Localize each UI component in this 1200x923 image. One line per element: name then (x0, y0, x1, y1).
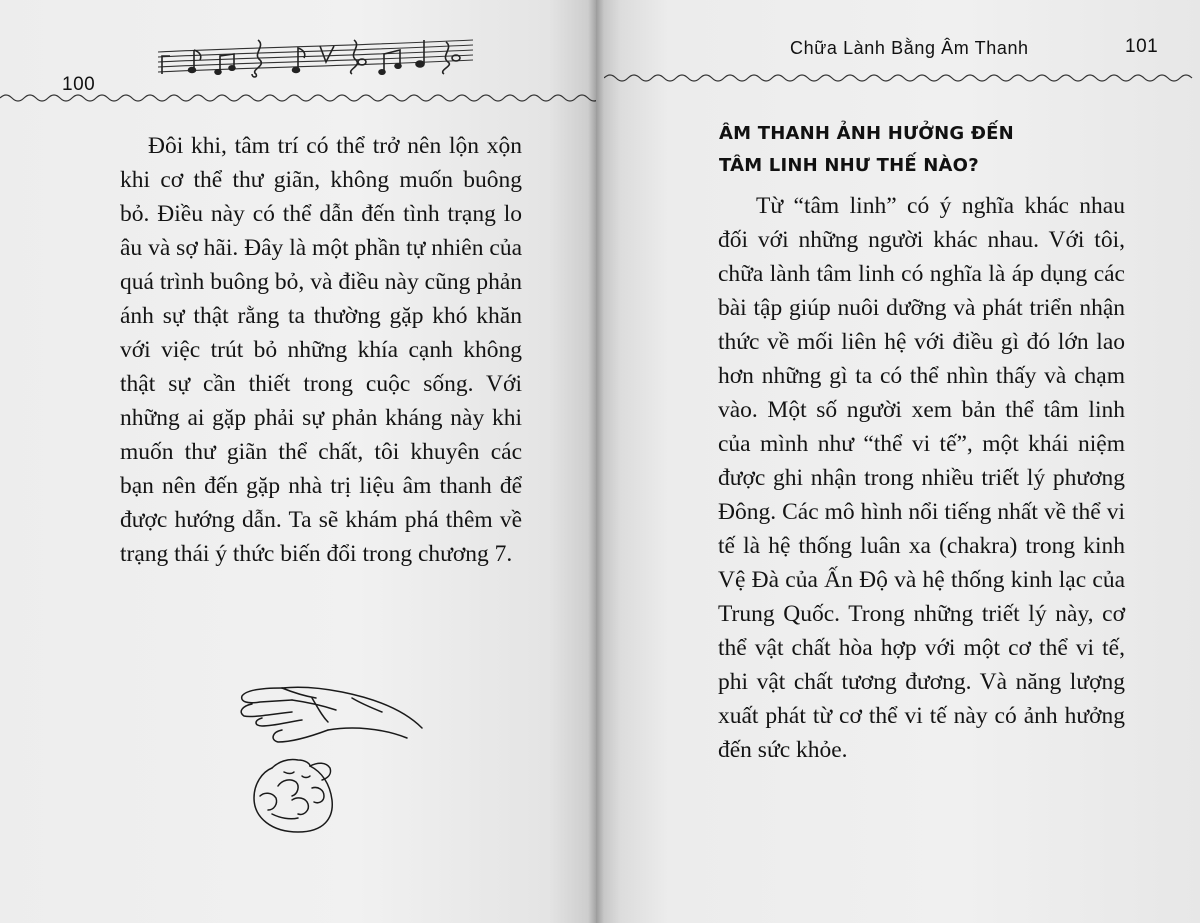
wavy-divider-left (0, 84, 596, 104)
section-heading: ÂM THANH ẢNH HƯỞNG ĐẾN TÂM LINH NHƯ THẾ NÀO? (719, 123, 1014, 176)
left-page-paragraph: Đôi khi, tâm trí có thể trở nên lộn xộn khi cơ thể thư giãn, không muốn buông bỏ. Điều này có thể dẫn đến tình trạng lo âu và sợ hãi. Đây là một phần tự nhiên của quá trình buông bỏ, và điều này cũng phản ánh sự thật rằng ta thường gặp khó khăn với việc trút bỏ những khía cạnh không thật sự cần thiết trong cuộc sống. Với những ai gặp phải sự phản kháng này khi muốn thư giãn thể chất, tôi khuyên các bạn nên đến gặp nhà trị liệu âm thanh để được hướng dẫn. Ta sẽ khám phá thêm về trạng thái ý thức biến đổi trong chương 7. (120, 133, 522, 567)
hands-illustration (232, 668, 432, 838)
page-number-left: 100 (62, 74, 96, 95)
left-page (0, 0, 596, 923)
right-page-paragraph: Từ “tâm linh” có ý nghĩa khác nhau đối với những người khác nhau. Với tôi, chữa lành tâm linh có nghĩa là áp dụng các bài tập giúp nuôi dưỡng và phát triển nhận thức về mối liên hệ với điều gì đó lớn lao hơn những gì ta có thể nhìn thấy và chạm vào. Một số người xem bản thể tâm linh của mình như “thể vi tế”, một khái niệm được ghi nhận trong nhiều triết lý phương Đông. Các mô hình nổi tiếng nhất về thể vi tế là hệ thống luân xa (chakra) trong kinh Vệ Đà của Ấn Độ và hệ thống kinh lạc của Trung Quốc. Trong những triết lý này, cơ thể vật chất hòa hợp với một cơ thể vi tế, phi vật chất tương đương. Và năng lượng xuất phát từ cơ thể vi tế này có ảnh hưởng đến sức khỏe. (718, 193, 1125, 763)
book-gutter (588, 0, 604, 923)
running-head: Chữa Lành Bằng Âm Thanh (790, 38, 1029, 58)
wavy-divider-right (604, 66, 1200, 86)
page-number-right: 101 (1125, 36, 1159, 57)
music-notes-staff-icon (148, 34, 478, 82)
